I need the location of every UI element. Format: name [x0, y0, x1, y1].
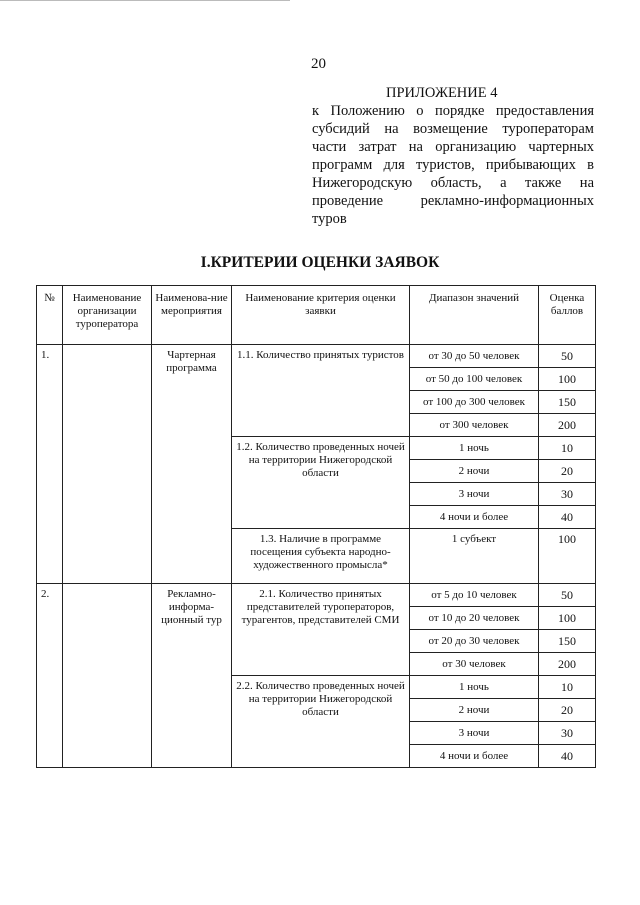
cell-criterion: 1.2. Количество проведенных ночей на территории Нижегородской области — [232, 437, 410, 529]
cell-score: 200 — [539, 414, 596, 437]
cell-range: 3 ночи — [410, 722, 539, 745]
cell-org — [63, 584, 152, 768]
appendix-block — [312, 84, 594, 228]
cell-criterion: 1.3. Наличие в программе посещения субъекта народно-художественного промысла* — [232, 529, 410, 584]
page-number: 20 — [311, 56, 326, 72]
cell-event: Рекламно-информа-ционный тур — [152, 584, 232, 768]
header-num: № — [37, 286, 63, 345]
cell-score: 50 — [539, 584, 596, 607]
header-score: Оценка баллов — [539, 286, 596, 345]
appendix-title: ПРИЛОЖЕНИЕ 4 — [386, 85, 498, 101]
appendix-text: к Положению о порядке предоставления субсидий на возмещение туроператорам части затрат на организацию чартерных программ для туристов, прибывающих в Нижегородскую область, а также на проведение рекламно-информационных туров — [312, 103, 594, 227]
cell-score: 30 — [539, 722, 596, 745]
cell-range: 1 ночь — [410, 676, 539, 699]
header-org: Наименование организации туроператора — [63, 286, 152, 345]
cell-num: 1. — [37, 345, 63, 584]
cell-score: 10 — [539, 437, 596, 460]
table-row — [37, 345, 596, 368]
cell-range: от 50 до 100 человек — [410, 368, 539, 391]
cell-score: 150 — [539, 391, 596, 414]
cell-score: 150 — [539, 630, 596, 653]
table-body — [37, 345, 596, 768]
cell-score: 10 — [539, 676, 596, 699]
cell-score: 200 — [539, 653, 596, 676]
cell-score: 100 — [539, 607, 596, 630]
section-heading: I.КРИТЕРИИ ОЦЕНКИ ЗАЯВОК — [200, 254, 440, 271]
cell-range: 1 ночь — [410, 437, 539, 460]
cell-range: 2 ночи — [410, 699, 539, 722]
table-header-row — [37, 286, 596, 345]
cell-score: 30 — [539, 483, 596, 506]
cell-score: 20 — [539, 460, 596, 483]
cell-range: от 30 человек — [410, 653, 539, 676]
cell-range: от 5 до 10 человек — [410, 584, 539, 607]
cell-event: Чартерная программа — [152, 345, 232, 584]
cell-range: от 100 до 300 человек — [410, 391, 539, 414]
criteria-table — [36, 285, 596, 768]
header-criterion: Наименование критерия оценки заявки — [232, 286, 410, 345]
cell-range: от 10 до 20 человек — [410, 607, 539, 630]
cell-score: 20 — [539, 699, 596, 722]
cell-score: 100 — [539, 368, 596, 391]
table-row — [37, 584, 596, 607]
cell-range: 4 ночи и более — [410, 506, 539, 529]
cell-criterion: 2.2. Количество проведенных ночей на территории Нижегородской области — [232, 676, 410, 768]
cell-org — [63, 345, 152, 584]
cell-num: 2. — [37, 584, 63, 768]
cell-criterion: 2.1. Количество принятых представителей туроператоров, турагентов, представителей СМИ — [232, 584, 410, 676]
cell-range: от 20 до 30 человек — [410, 630, 539, 653]
cell-range: 3 ночи — [410, 483, 539, 506]
cell-range: от 300 человек — [410, 414, 539, 437]
cell-range: 4 ночи и более — [410, 745, 539, 768]
cell-criterion: 1.1. Количество принятых туристов — [232, 345, 410, 437]
cell-score: 40 — [539, 506, 596, 529]
cell-score: 50 — [539, 345, 596, 368]
header-range: Диапазон значений — [410, 286, 539, 345]
cell-range: 2 ночи — [410, 460, 539, 483]
cell-score: 40 — [539, 745, 596, 768]
cell-range: от 30 до 50 человек — [410, 345, 539, 368]
scan-top-edge — [0, 0, 290, 1]
header-event: Наименова-ние мероприятия — [152, 286, 232, 345]
cell-score: 100 — [539, 529, 596, 584]
cell-range: 1 субъект — [410, 529, 539, 584]
